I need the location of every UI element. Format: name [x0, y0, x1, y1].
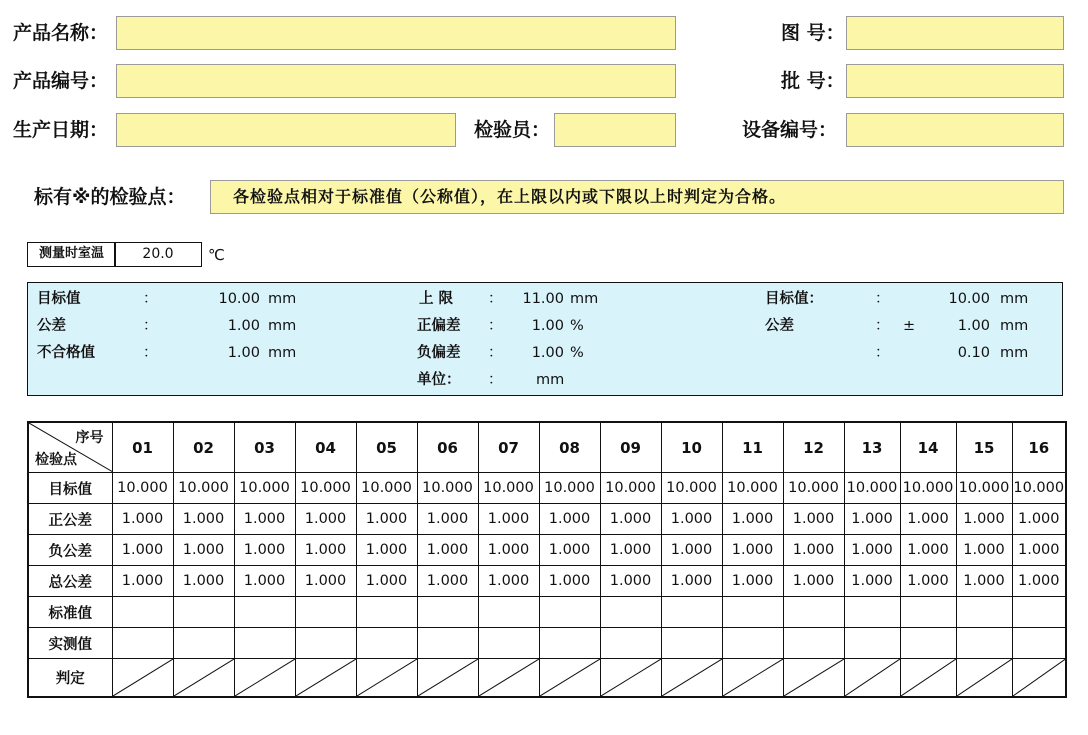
target-label: 目标值 [37, 291, 81, 307]
table-cell[interactable] [600, 628, 661, 659]
reject-label: 不合格值 [37, 345, 95, 361]
room-temp-value[interactable]: 20.0 [114, 242, 202, 267]
reject-value: 1.00 [227, 345, 260, 361]
table-cell[interactable]: 1.000 [844, 535, 900, 566]
table-cell[interactable]: 1.000 [234, 504, 295, 535]
target-sep: ： [143, 291, 158, 307]
upper-limit-value: 11.00 [522, 291, 564, 307]
table-cell[interactable]: 1.000 [600, 566, 661, 597]
column-header-05: 05 [356, 422, 417, 473]
judgement-cell[interactable] [417, 659, 478, 698]
table-cell[interactable]: 1.000 [783, 504, 844, 535]
column-header-06: 06 [417, 422, 478, 473]
upper-limit-sep: ： [488, 291, 503, 307]
table-cell[interactable] [661, 628, 722, 659]
plus-deviation-value: 1.00 [531, 318, 564, 334]
table-cell[interactable] [1012, 628, 1066, 659]
column-header-09: 09 [600, 422, 661, 473]
table-cell[interactable] [539, 597, 600, 628]
equipment-no-field[interactable] [846, 113, 1064, 147]
row-label: 实测值 [28, 628, 112, 659]
batch-no-field[interactable] [846, 64, 1064, 98]
judgement-cell[interactable] [844, 659, 900, 698]
table-cell[interactable] [234, 597, 295, 628]
table-cell[interactable]: 1.000 [417, 535, 478, 566]
table-cell[interactable]: 1.000 [661, 504, 722, 535]
plus-deviation-sep: ： [488, 318, 503, 334]
equipment-no-label: 设备编号： [742, 119, 838, 141]
table-cell[interactable]: 1.000 [112, 504, 173, 535]
unit-sep: ： [488, 372, 503, 388]
table-cell[interactable]: 1.000 [478, 566, 539, 597]
tolerance2-sep: ： [875, 318, 890, 334]
room-temp-unit: ℃ [208, 246, 225, 264]
table-cell[interactable] [844, 628, 900, 659]
column-header-15: 15 [956, 422, 1012, 473]
judgement-label: 判定 [28, 659, 112, 698]
table-cell[interactable] [478, 628, 539, 659]
judgement-cell[interactable] [356, 659, 417, 698]
tolerance2-value: 1.00 [957, 318, 990, 334]
column-header-12: 12 [783, 422, 844, 473]
table-cell[interactable]: 1.000 [1012, 504, 1066, 535]
plus-deviation-unit: % [570, 318, 584, 334]
spec-info-panel [27, 282, 1063, 396]
column-header-14: 14 [900, 422, 956, 473]
diagonal-slash [113, 659, 173, 696]
table-cell[interactable]: 1.000 [173, 535, 234, 566]
table-cell[interactable]: 1.000 [661, 535, 722, 566]
table-cell[interactable]: 1.000 [417, 566, 478, 597]
table-cell[interactable] [722, 628, 783, 659]
table-cell[interactable]: 1.000 [956, 535, 1012, 566]
column-header-11: 11 [722, 422, 783, 473]
judgement-cell[interactable] [783, 659, 844, 698]
diagonal-slash [479, 659, 539, 696]
tolerance-unit: mm [268, 318, 297, 334]
inspector-field[interactable] [554, 113, 676, 147]
column-header-04: 04 [295, 422, 356, 473]
product-code-label: 产品编号： [13, 70, 109, 92]
judgement-cell[interactable] [722, 659, 783, 698]
table-row [28, 597, 1066, 628]
judgement-cell[interactable] [900, 659, 956, 698]
product-name-label: 产品名称： [13, 22, 109, 44]
table-cell[interactable]: 1.000 [661, 566, 722, 597]
inspector-label: 检验员： [474, 119, 551, 141]
reject-sep: ： [143, 345, 158, 361]
corner-seq-label: 序号 [75, 430, 104, 446]
table-cell[interactable] [844, 597, 900, 628]
tolerance2-unit: mm [1000, 318, 1029, 334]
column-header-13: 13 [844, 422, 900, 473]
table-cell[interactable]: 1.000 [478, 504, 539, 535]
diagonal-slash [296, 659, 356, 696]
row-label: 正公差 [28, 504, 112, 535]
table-cell[interactable]: 1.000 [956, 566, 1012, 597]
judgement-cell[interactable] [112, 659, 173, 698]
judgement-cell[interactable] [956, 659, 1012, 698]
table-cell[interactable]: 10.000 [722, 473, 783, 504]
table-cell[interactable]: 1.000 [417, 504, 478, 535]
column-header-01: 01 [112, 422, 173, 473]
product-code-field[interactable] [116, 64, 676, 98]
column-header-07: 07 [478, 422, 539, 473]
table-cell[interactable]: 10.000 [539, 473, 600, 504]
table-cell[interactable]: 10.000 [478, 473, 539, 504]
table-cell[interactable] [295, 628, 356, 659]
table-cell[interactable] [600, 597, 661, 628]
tolerance-value: 1.00 [227, 318, 260, 334]
drawing-no-label: 图 号： [781, 22, 845, 44]
table-row [28, 504, 1066, 535]
judgement-cell[interactable] [661, 659, 722, 698]
table-cell[interactable] [356, 597, 417, 628]
table-cell[interactable]: 1.000 [539, 535, 600, 566]
table-cell[interactable]: 1.000 [722, 504, 783, 535]
table-cell[interactable]: 1.000 [900, 535, 956, 566]
target2-unit: mm [1000, 291, 1029, 307]
unit-label: 单位： [417, 372, 461, 388]
minus-deviation-unit: % [570, 345, 584, 361]
minus-deviation-label: 负偏差 [417, 345, 461, 361]
table-cell[interactable]: 10.000 [417, 473, 478, 504]
tolerance2-label: 公差 [765, 318, 794, 334]
table-cell[interactable] [783, 597, 844, 628]
table-cell[interactable]: 1.000 [173, 504, 234, 535]
diagonal-slash [174, 659, 234, 696]
column-header-10: 10 [661, 422, 722, 473]
diagonal-slash [723, 659, 783, 696]
table-cell[interactable]: 1.000 [783, 535, 844, 566]
table-cell[interactable]: 1.000 [234, 535, 295, 566]
inspection-table [27, 421, 1067, 698]
table-cell[interactable]: 1.000 [173, 566, 234, 597]
diagonal-slash [957, 659, 1012, 696]
target2-value: 10.00 [948, 291, 990, 307]
diagonal-slash [357, 659, 417, 696]
table-cell[interactable] [356, 628, 417, 659]
judgement-cell[interactable] [234, 659, 295, 698]
judgement-cell[interactable] [295, 659, 356, 698]
tolerance-sep: ： [143, 318, 158, 334]
table-cell[interactable]: 1.000 [783, 566, 844, 597]
target-value: 10.00 [218, 291, 260, 307]
table-cell[interactable] [478, 597, 539, 628]
table-cell[interactable]: 1.000 [112, 566, 173, 597]
limit2-value: 0.10 [957, 345, 990, 361]
table-cell[interactable] [900, 628, 956, 659]
column-header-03: 03 [234, 422, 295, 473]
diagonal-slash [1013, 659, 1066, 696]
table-cell[interactable]: 1.000 [600, 504, 661, 535]
table-cell[interactable]: 1.000 [956, 504, 1012, 535]
judgement-cell[interactable] [173, 659, 234, 698]
unit-value: mm [536, 372, 565, 388]
diagonal-slash [845, 659, 900, 696]
table-cell[interactable]: 1.000 [295, 535, 356, 566]
table-cell[interactable]: 1.000 [1012, 566, 1066, 597]
target2-sep: ： [875, 291, 890, 307]
table-cell[interactable]: 10.000 [356, 473, 417, 504]
table-cell[interactable]: 1.000 [234, 566, 295, 597]
table-cell[interactable] [173, 597, 234, 628]
column-header-02: 02 [173, 422, 234, 473]
judgement-cell[interactable] [478, 659, 539, 698]
table-cell[interactable] [1012, 597, 1066, 628]
diagonal-slash [601, 659, 661, 696]
table-cell[interactable]: 1.000 [600, 535, 661, 566]
table-header-row [28, 422, 1066, 473]
table-cell[interactable] [112, 597, 173, 628]
table-cell[interactable] [539, 628, 600, 659]
table-row [28, 473, 1066, 504]
target2-label: 目标值： [765, 291, 823, 307]
table-cell[interactable]: 10.000 [234, 473, 295, 504]
upper-limit-unit: mm [570, 291, 599, 307]
table-cell[interactable] [112, 628, 173, 659]
judgement-cell[interactable] [1012, 659, 1066, 698]
table-cell[interactable]: 1.000 [900, 504, 956, 535]
table-cell[interactable]: 1.000 [356, 566, 417, 597]
table-cell[interactable]: 10.000 [112, 473, 173, 504]
table-cell[interactable]: 1.000 [539, 504, 600, 535]
table-cell[interactable]: 10.000 [900, 473, 956, 504]
table-cell[interactable]: 1.000 [844, 504, 900, 535]
table-cell[interactable]: 10.000 [956, 473, 1012, 504]
table-cell[interactable]: 1.000 [356, 504, 417, 535]
table-cell[interactable]: 1.000 [356, 535, 417, 566]
table-cell[interactable] [417, 628, 478, 659]
batch-no-label: 批 号： [781, 70, 845, 92]
table-cell[interactable] [722, 597, 783, 628]
judgement-row [28, 659, 1066, 698]
table-row [28, 535, 1066, 566]
table-cell[interactable]: 1.000 [900, 566, 956, 597]
table-cell[interactable] [956, 628, 1012, 659]
table-row [28, 628, 1066, 659]
table-cell[interactable]: 10.000 [295, 473, 356, 504]
table-cell[interactable]: 1.000 [112, 535, 173, 566]
plus-deviation-label: 正偏差 [417, 318, 461, 334]
limit2-sep: ： [875, 345, 890, 361]
marked-points-note: 各检验点相对于标准值（公称值），在上限以内或下限以上时判定为合格。 [210, 180, 1064, 214]
table-cell[interactable] [900, 597, 956, 628]
column-header-16: 16 [1012, 422, 1066, 473]
table-corner-cell [28, 422, 112, 473]
limit2-unit: mm [1000, 345, 1029, 361]
table-cell[interactable] [783, 628, 844, 659]
table-cell[interactable]: 10.000 [844, 473, 900, 504]
room-temp-label: 测量时室温 [27, 242, 116, 267]
table-cell[interactable] [956, 597, 1012, 628]
upper-limit-label: 上 限 [419, 291, 454, 307]
table-cell[interactable] [173, 628, 234, 659]
table-cell[interactable]: 1.000 [722, 566, 783, 597]
row-label: 负公差 [28, 535, 112, 566]
corner-point-label: 检验点 [35, 452, 77, 468]
table-cell[interactable] [234, 628, 295, 659]
diagonal-slash [901, 659, 956, 696]
target-unit: mm [268, 291, 297, 307]
reject-unit: mm [268, 345, 297, 361]
tolerance-label: 公差 [37, 318, 66, 334]
diagonal-slash [662, 659, 722, 696]
production-date-label: 生产日期： [13, 119, 109, 141]
marked-points-label: 标有※的检验点： [34, 186, 186, 208]
table-cell[interactable]: 10.000 [1012, 473, 1066, 504]
table-cell[interactable]: 1.000 [295, 566, 356, 597]
table-cell[interactable]: 10.000 [783, 473, 844, 504]
table-cell[interactable]: 1.000 [295, 504, 356, 535]
row-label: 目标值 [28, 473, 112, 504]
table-cell[interactable] [417, 597, 478, 628]
table-cell[interactable]: 1.000 [478, 535, 539, 566]
table-cell[interactable]: 1.000 [539, 566, 600, 597]
diagonal-slash [540, 659, 600, 696]
table-cell[interactable] [661, 597, 722, 628]
table-cell[interactable]: 1.000 [1012, 535, 1066, 566]
production-date-field[interactable] [116, 113, 456, 147]
diagonal-slash [418, 659, 478, 696]
diagonal-slash [235, 659, 295, 696]
product-name-field[interactable] [116, 16, 676, 50]
minus-deviation-sep: ： [488, 345, 503, 361]
diagonal-slash [784, 659, 844, 696]
plus-minus-sign: ± [903, 318, 916, 334]
table-cell[interactable]: 1.000 [844, 566, 900, 597]
table-cell[interactable]: 10.000 [173, 473, 234, 504]
judgement-cell[interactable] [600, 659, 661, 698]
table-row [28, 566, 1066, 597]
table-cell[interactable] [295, 597, 356, 628]
table-cell[interactable]: 1.000 [722, 535, 783, 566]
minus-deviation-value: 1.00 [531, 345, 564, 361]
table-cell[interactable]: 10.000 [661, 473, 722, 504]
column-header-08: 08 [539, 422, 600, 473]
row-label: 总公差 [28, 566, 112, 597]
row-label: 标准值 [28, 597, 112, 628]
table-cell[interactable]: 10.000 [600, 473, 661, 504]
judgement-cell[interactable] [539, 659, 600, 698]
drawing-no-field[interactable] [846, 16, 1064, 50]
